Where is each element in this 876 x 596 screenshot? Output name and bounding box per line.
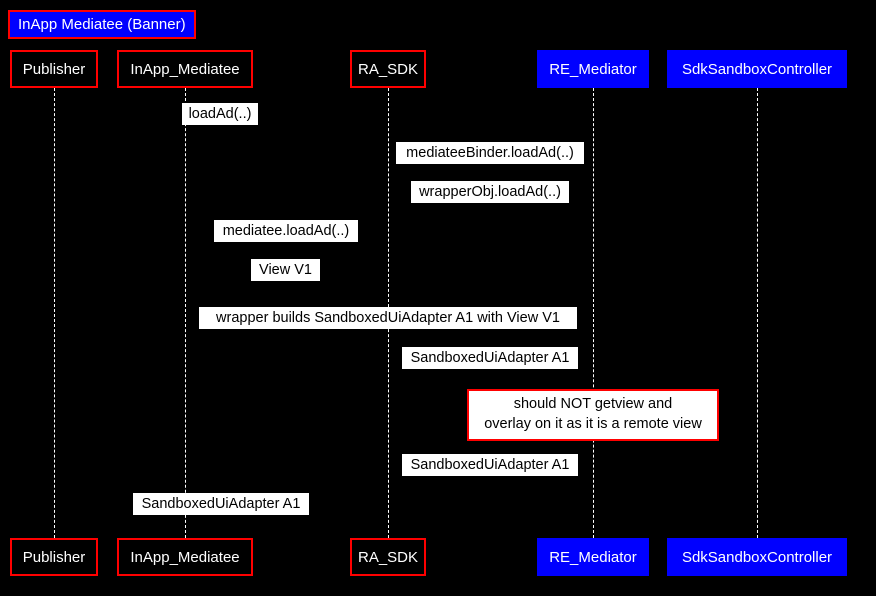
participant-footer-re-mediator[interactable]: RE_Mediator — [537, 538, 649, 576]
message-label-wrapper-builds-adapter: wrapper builds SandboxedUiAdapter A1 with View V1 — [199, 307, 577, 329]
note-line-1: should NOT getview and — [513, 396, 673, 413]
participant-footer-inapp-mediatee[interactable]: InApp_Mediatee — [117, 538, 253, 576]
message-label-sandboxed-ui-adapter-a1-1: SandboxedUiAdapter A1 — [402, 347, 578, 369]
participant-header-ra-sdk[interactable]: RA_SDK — [350, 50, 426, 88]
participant-header-inapp-mediatee[interactable]: InApp_Mediatee — [117, 50, 253, 88]
diagram-title: InApp Mediatee (Banner) — [8, 10, 196, 39]
note-remote-view-warning — [467, 389, 719, 441]
message-label-sandboxed-ui-adapter-a1-3: SandboxedUiAdapter A1 — [133, 493, 309, 515]
participant-footer-sdksandboxcontroller[interactable]: SdkSandboxController — [667, 538, 847, 576]
message-label-load-ad: loadAd(..) — [182, 103, 258, 125]
lifeline-inapp-mediatee — [185, 88, 186, 538]
participant-footer-ra-sdk[interactable]: RA_SDK — [350, 538, 426, 576]
lifeline-publisher — [54, 88, 55, 538]
message-label-sandboxed-ui-adapter-a1-2: SandboxedUiAdapter A1 — [402, 454, 578, 476]
note-line-2: overlay on it as it is a remote view — [484, 416, 702, 432]
lifeline-sdksandboxcontroller — [757, 88, 758, 538]
participant-footer-publisher[interactable]: Publisher — [10, 538, 98, 576]
message-label-wrapper-obj-load-ad: wrapperObj.loadAd(..) — [411, 181, 569, 203]
message-label-mediatee-load-ad: mediatee.loadAd(..) — [214, 220, 358, 242]
message-label-view-v1: View V1 — [251, 259, 320, 281]
lifeline-re-mediator — [593, 88, 594, 538]
participant-header-sdksandboxcontroller[interactable]: SdkSandboxController — [667, 50, 847, 88]
participant-header-re-mediator[interactable]: RE_Mediator — [537, 50, 649, 88]
message-label-mediatee-binder-load-ad: mediateeBinder.loadAd(..) — [396, 142, 584, 164]
participant-header-publisher[interactable]: Publisher — [10, 50, 98, 88]
